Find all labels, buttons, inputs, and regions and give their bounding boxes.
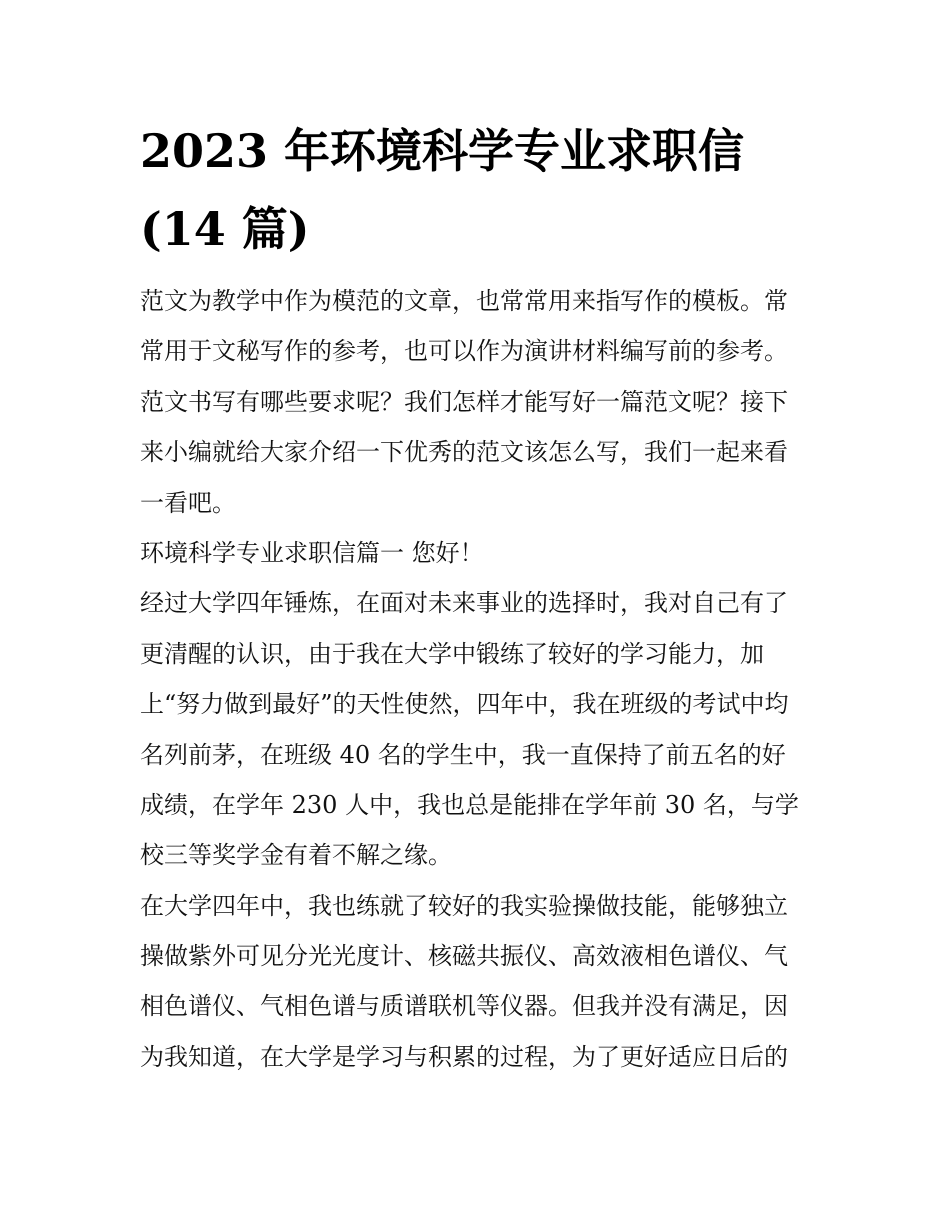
body-line: 更清醒的认识，由于我在大学中锻练了较好的学习能力，加 [140,639,764,668]
body-line: 相色谱仪、气相色谱与质谱联机等仪器。但我并没有满足，因 [140,992,788,1021]
body-line: 名列前茅，在班级 40 名的学生中，我一直保持了前五名的好 [140,740,786,769]
title-line: (14 篇) [140,202,310,256]
title-line: 2023 年环境科学专业求职信 [140,124,745,178]
body-line: 范文书写有哪些要求呢？我们怎样才能写好一篇范文呢？接下 [140,387,788,416]
section-heading: 环境科学专业求职信篇一 您好！ [140,538,484,567]
document-body [140,276,815,1082]
body-line: 经过大学四年锤炼，在面对未来事业的选择时，我对自己有了 [140,589,788,618]
body-line: 范文为教学中作为模范的文章，也常常用来指写作的模板。常 [140,287,788,315]
body-line: 上“努力做到最好”的天性使然，四年中，我在班级的考试中均 [140,690,789,719]
body-line: 常用于文秘写作的参考，也可以作为演讲材料编写前的参考。 [140,337,788,366]
body-line: 操做紫外可见分光光度计、核磁共振仪、高效液相色谱仪、气 [140,942,788,971]
document-title [140,112,820,268]
body-line: 成绩，在学年 230 人中，我也总是能排在学年前 30 名，与学 [140,790,799,819]
body-line: 校三等奖学金有着不解之缘。 [140,841,452,870]
body-line: 来小编就给大家介绍一下优秀的范文该怎么写，我们一起来看 [140,438,788,467]
body-line: 一看吧。 [140,488,236,517]
body-line: 在大学四年中，我也练就了较好的我实验操做技能，能够独立 [140,891,788,920]
body-line: 为我知道，在大学是学习与积累的过程，为了更好适应日后的 [140,1042,788,1071]
